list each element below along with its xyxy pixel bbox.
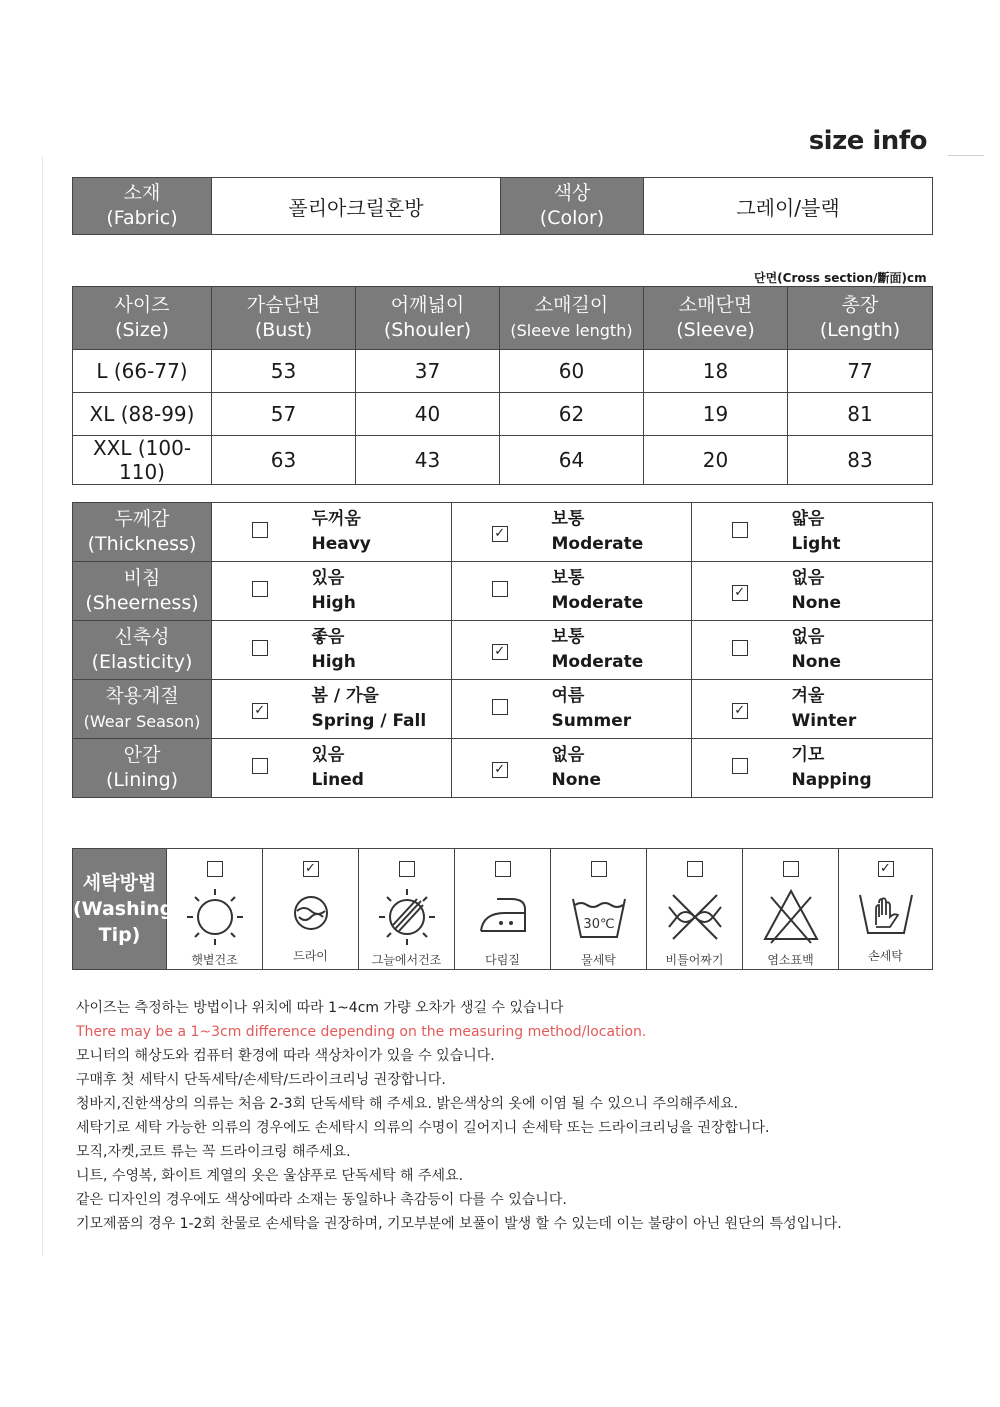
checked-box-icon[interactable]: ✓ [492,644,508,660]
empty-box-icon[interactable] [399,861,415,877]
attr-row-lining [73,739,933,798]
note-line: 청바지,진한색상의 의류는 처음 2-3회 단독세탁 해 주세요. 밝은색상의 옷에 이염 될 수 있으니 주의해주세요. [76,1096,739,1112]
option-checkbox-cell [452,680,548,739]
empty-box-icon[interactable] [732,522,748,538]
header-length: 총장 (Length) [788,287,933,350]
washing-option [551,849,647,970]
sleeve-cell: 20 [644,436,788,485]
washing-option [647,849,743,970]
notes-list [76,996,956,1236]
empty-box-icon[interactable] [732,758,748,774]
size-cell: XL (88-99) [73,393,212,436]
shade-dry-icon [359,885,454,949]
table-row [73,350,933,393]
checked-box-icon[interactable]: ✓ [303,861,319,877]
size-cell: L (66-77) [73,350,212,393]
sun-dry-icon [167,885,262,949]
sleeve-length-cell: 62 [500,393,644,436]
fabric-value: 폴리아크릴혼방 [212,178,501,235]
size-cell: XXL (100-110) [73,436,212,485]
color-value: 그레이/블랙 [644,178,933,235]
empty-box-icon[interactable] [252,522,268,538]
header-bust: 가슴단면 (Bust) [212,287,356,350]
washing-option [455,849,551,970]
attr-row-elasticity [73,621,933,680]
header-sleeve: 소매단면 (Sleeve) [644,287,788,350]
empty-box-icon[interactable] [252,758,268,774]
size-header-row [73,287,933,350]
option-checkbox-cell [452,562,548,621]
header-shoulder: 어깨넓이 (Shouler) [356,287,500,350]
washing-option-label: 손세탁 [868,949,903,963]
length-cell: 81 [788,393,933,436]
option-label: 없음 None [548,739,692,798]
washing-option-label: 염소표백 [767,953,814,967]
right-guide-line [948,155,984,156]
sleeve-cell: 19 [644,393,788,436]
option-checkbox-cell [212,680,308,739]
option-label: 보통 Moderate [548,503,692,562]
empty-box-icon[interactable] [252,640,268,656]
checked-box-icon[interactable]: ✓ [492,526,508,542]
option-label: 봄 / 가을 Spring / Fall [308,680,452,739]
no-bleach-icon [743,885,838,949]
attr-label-lining: 안감 (Lining) [73,739,212,798]
note-line: 모직,자켓,코트 류는 꼭 드라이크링 해주세요. [76,1144,351,1160]
note-line: 니트, 수영복, 화이트 계열의 옷은 울샴푸로 단독세탁 해 주세요. [76,1168,464,1184]
option-label: 얇음 Light [788,503,933,562]
header-sleeve-length: 소매길이 (Sleeve length) [500,287,644,350]
note-line: 모니터의 해상도와 컴퓨터 환경에 따라 색상차이가 있을 수 있습니다. [76,1048,495,1064]
note-line: 세탁기로 세탁 가능한 의류의 경우에도 손세탁시 의류의 수명이 길어지니 손세탁 또는 드라이크리닝을 권장합니다. [76,1120,770,1136]
washing-option [839,849,933,970]
washing-option-label: 햇볕건조 [191,953,238,967]
attr-label-wear-season: 착용계절 (Wear Season) [73,680,212,739]
header-size: 사이즈 (Size) [73,287,212,350]
attributes-table [72,502,933,798]
table-row [73,436,933,485]
option-label: 없음 None [788,562,933,621]
hand-wash-icon [839,881,932,945]
option-label: 기모 Napping [788,739,933,798]
empty-box-icon[interactable] [783,861,799,877]
empty-box-icon[interactable] [492,581,508,597]
note-line: 같은 디자인의 경우에도 색상에따라 소재는 동일하나 촉감등이 다를 수 있습니다. [76,1192,567,1208]
option-checkbox-cell [692,562,788,621]
option-label: 보통 Moderate [548,562,692,621]
washing-option-label: 물세탁 [581,953,616,967]
option-label: 겨울 Winter [788,680,933,739]
option-checkbox-cell [452,621,548,680]
note-line: 기모제품의 경우 1-2회 찬물로 손세탁을 권장하며, 기모부분에 보풀이 발생 할 수 있는데 이는 불량이 아닌 원단의 특성입니다. [76,1216,842,1232]
checked-box-icon[interactable]: ✓ [252,703,268,719]
water-wash-30-icon [551,885,646,949]
attr-row-wear-season [73,680,933,739]
shoulder-cell: 37 [356,350,500,393]
option-label: 좋음 High [308,621,452,680]
length-cell: 83 [788,436,933,485]
washing-option-label: 비틀어짜기 [665,953,724,967]
attr-row-thickness [73,503,933,562]
empty-box-icon[interactable] [732,640,748,656]
bust-cell: 57 [212,393,356,436]
option-label: 없음 None [788,621,933,680]
washing-label: 세탁방법 (Washing Tip) [73,849,167,970]
empty-box-icon[interactable] [687,861,703,877]
fabric-color-table [72,177,933,235]
color-label: 색상 (Color) [501,178,644,235]
page-title: size info [808,126,927,156]
washing-option [263,849,359,970]
dry-clean-icon [263,881,358,945]
iron-icon [455,885,550,949]
shoulder-cell: 43 [356,436,500,485]
empty-box-icon[interactable] [207,861,223,877]
note-line: There may be a 1~3cm difference depending on the measuring method/location. [76,1024,647,1040]
checked-box-icon[interactable]: ✓ [878,861,894,877]
empty-box-icon[interactable] [591,861,607,877]
washing-option-label: 드라이 [293,949,328,963]
fabric-label: 소재 (Fabric) [73,178,212,235]
option-checkbox-cell [692,503,788,562]
checked-box-icon[interactable]: ✓ [732,703,748,719]
checked-box-icon[interactable]: ✓ [492,762,508,778]
svg-text:30℃: 30℃ [582,917,615,932]
checked-box-icon[interactable]: ✓ [732,585,748,601]
sleeve-length-cell: 60 [500,350,644,393]
unit-note: 단면(Cross section/斷面)cm [754,271,927,285]
shoulder-cell: 40 [356,393,500,436]
length-cell: 77 [788,350,933,393]
washing-option [359,849,455,970]
left-guide-line [42,156,43,1256]
option-checkbox-cell [692,739,788,798]
option-label: 여름 Summer [548,680,692,739]
option-label: 보통 Moderate [548,621,692,680]
no-wring-icon [647,885,742,949]
washing-option-label: 다림질 [485,953,520,967]
option-checkbox-cell [452,739,548,798]
option-checkbox-cell [212,739,308,798]
washing-option [167,849,263,970]
attr-row-sheerness [73,562,933,621]
bust-cell: 53 [212,350,356,393]
empty-box-icon[interactable] [252,581,268,597]
attr-label-elasticity: 신축성 (Elasticity) [73,621,212,680]
table-row [73,393,933,436]
empty-box-icon[interactable] [495,861,511,877]
option-checkbox-cell [452,503,548,562]
option-checkbox-cell [212,621,308,680]
note-line: 사이즈는 측정하는 방법이나 위치에 따라 1~4cm 가량 오차가 생길 수 있습니다 [76,1000,564,1016]
washing-option [743,849,839,970]
attr-label-thickness: 두께감 (Thickness) [73,503,212,562]
option-checkbox-cell [692,680,788,739]
empty-box-icon[interactable] [492,699,508,715]
option-label: 두꺼움 Heavy [308,503,452,562]
bust-cell: 63 [212,436,356,485]
option-checkbox-cell [212,562,308,621]
option-checkbox-cell [692,621,788,680]
washing-table [72,848,933,970]
option-label: 있음 High [308,562,452,621]
option-checkbox-cell [212,503,308,562]
note-line: 구매후 첫 세탁시 단독세탁/손세탁/드라이크리닝 권장합니다. [76,1072,446,1088]
attr-label-sheerness: 비침 (Sheerness) [73,562,212,621]
sleeve-cell: 18 [644,350,788,393]
sleeve-length-cell: 64 [500,436,644,485]
washing-option-label: 그늘에서건조 [371,953,442,967]
option-label: 있음 Lined [308,739,452,798]
size-table [72,286,933,485]
